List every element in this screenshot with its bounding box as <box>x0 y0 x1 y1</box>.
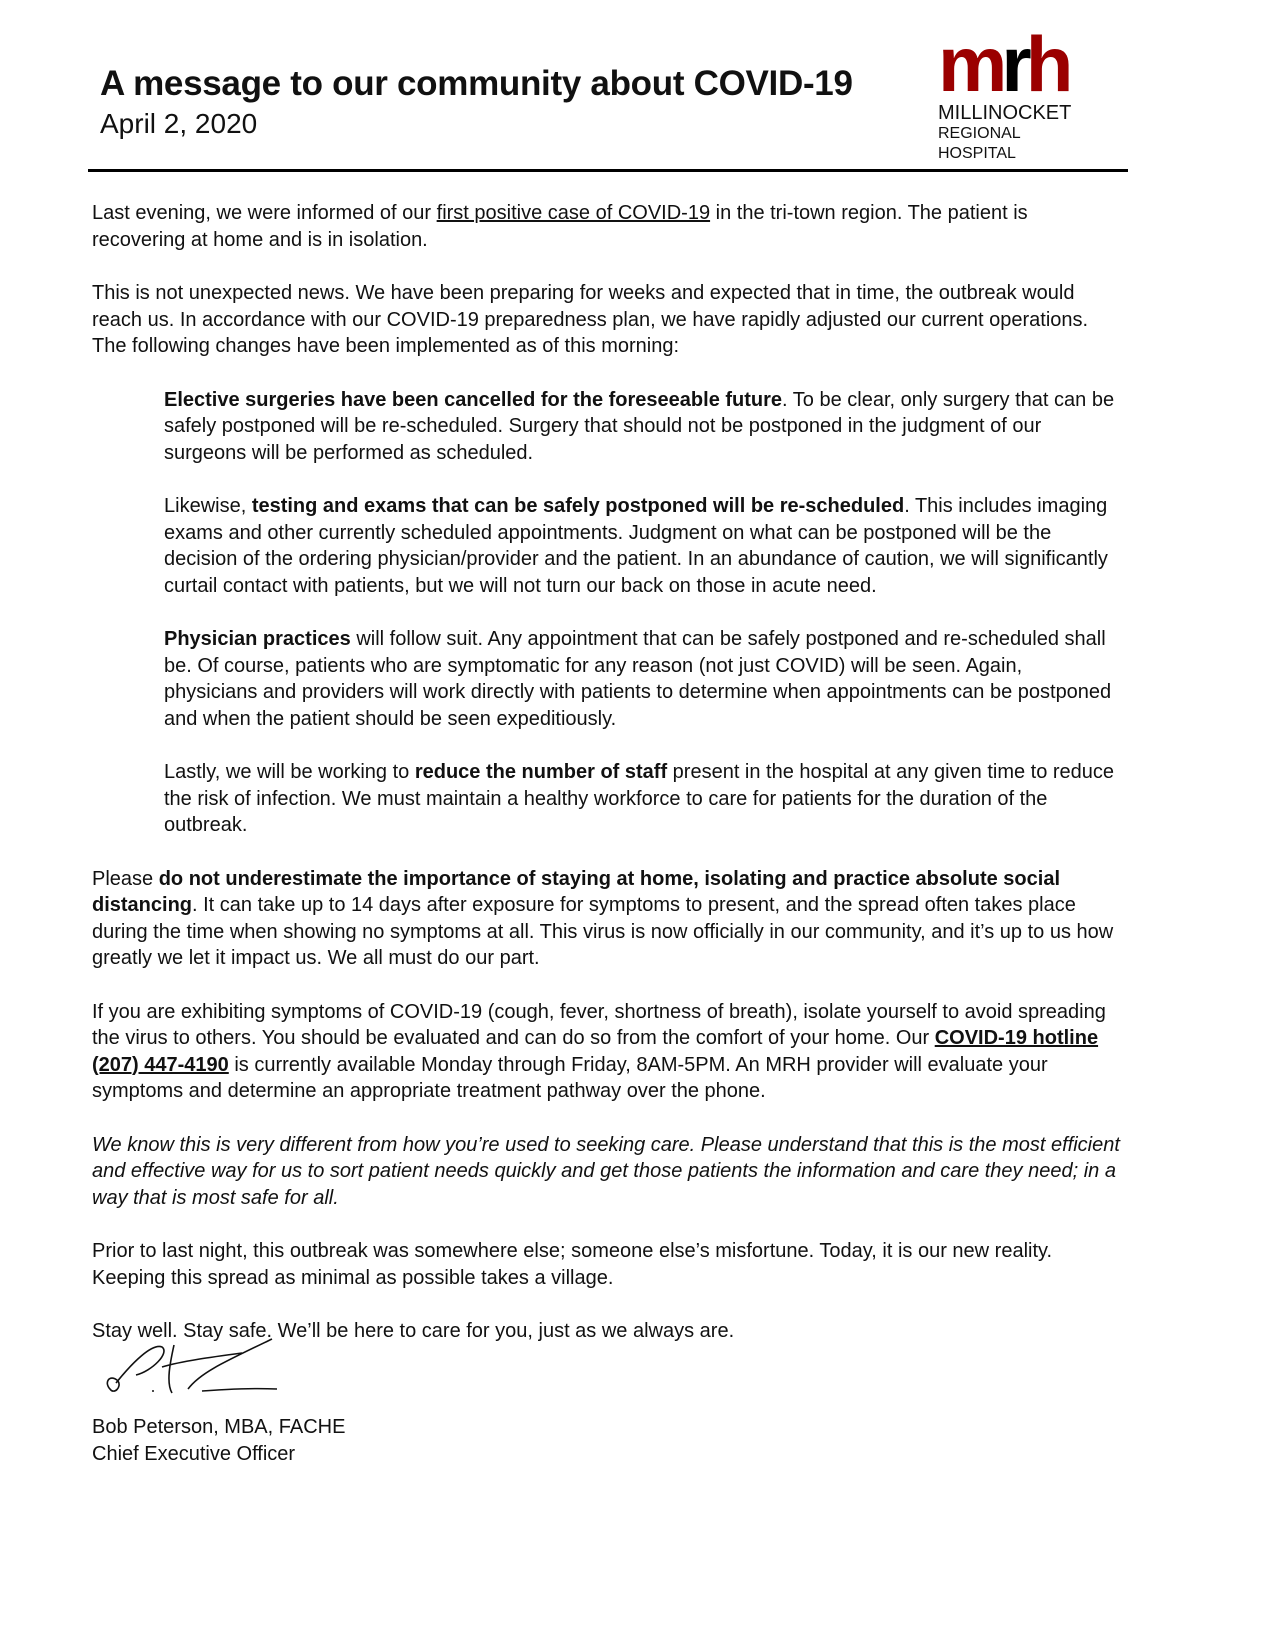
text: Likewise, <box>164 495 252 517</box>
bold-text: do not underestimate the importance of staying at home, isolating and practice absolute social distancing <box>92 867 1060 916</box>
paragraph-2: This is not unexpected news. We have been preparing for weeks and expected that in time, the outbreak would reach us. In accordance with our COVID-19 preparedness plan, we have rapidly adjusted our current operations. The following changes have been implemented as of this morning: <box>92 282 1089 357</box>
letter-date: April 2, 2020 <box>100 108 258 139</box>
header-divider <box>88 169 1128 172</box>
text: Lastly, we will be working to <box>164 761 415 783</box>
bold-text: Elective surgeries have been cancelled for the foreseeable future <box>164 388 783 411</box>
text: in the tri-town region. The patient is recovering at home and is in isolation. <box>92 202 1028 251</box>
text: will follow suit. Any appointment that can be safely postponed and re-scheduled shall be. Of course, patients who are symptomatic for any reason (not just COVID) will be seen. Again, physicians and providers will work directly with patients to determine when appointments can be postponed and when the patient should be seen expeditiously. <box>164 628 1112 730</box>
logo-line-2: REGIONAL HOSPITAL <box>938 125 1021 162</box>
paragraph-reality: Prior to last night, this outbreak was somewhere else; someone else’s misfortune. Today, it is our new reality. Keeping this spread as minimal as possible takes a village. <box>92 1240 1053 1289</box>
bold-text: Physician practices <box>164 628 351 650</box>
text: . This includes imaging exams and other currently scheduled appointments. Judgment on what can be postponed will be the decision of the ordering physician/provider and the patient. In an abundance of caution, we will significantly curtail contact with patients, but we will not turn our back on those in acute need. <box>164 495 1108 597</box>
logo-mark: mrh <box>938 32 1068 98</box>
item-elective-surgeries <box>164 387 1119 467</box>
text: Please <box>92 867 159 890</box>
paragraph-hotline <box>92 999 1122 1105</box>
item-physician-practices <box>164 626 1119 732</box>
signer-name: Bob Peterson, MBA, FACHE <box>92 1416 346 1438</box>
bold-text: testing and exams that can be safely postponed will be re-scheduled <box>251 495 905 517</box>
signer-title: Chief Executive Officer <box>92 1442 296 1465</box>
hospital-logo <box>938 32 1098 164</box>
text: If you are exhibiting symptoms of COVID-19 (cough, fever, shortness of breath), isolate yourself to avoid spreading the virus to others. You should be evaluated and can do so from the comfort of your home. Our <box>92 1000 1106 1049</box>
paragraph-1 <box>92 200 1122 253</box>
text: is currently available Monday through Friday, 8AM-5PM. An MRH provider will evaluate your symptoms and determine an appropriate treatment pathway over the phone. <box>92 1053 1048 1102</box>
bold-text: reduce the number of staff <box>414 761 668 783</box>
paragraph-italic: We know this is very different from how you’re used to seeking care. Please understand that this is the most efficient and effective way for us to sort patient needs quickly and get those patients the information and care they need; in a way that is most safe for all. <box>92 1133 1120 1209</box>
text: . It can take up to 14 days after exposure for symptoms to present, and the spread often takes place during the time when showing no symptoms at all. This virus is now officially in our community, and it’s up to us how greatly we let it impact us. We all must do our part. <box>92 894 1114 969</box>
signature-image <box>92 1333 292 1403</box>
first-case-link[interactable]: first positive case of COVID-19 <box>436 202 711 224</box>
hotline-link[interactable]: COVID-19 hotline (207) 447-4190 <box>92 1027 1099 1076</box>
signature-block <box>92 1414 1122 1467</box>
paragraph-social-distancing <box>92 866 1122 972</box>
letter-body <box>92 200 1122 1467</box>
text: Last evening, we were informed of our <box>92 202 437 224</box>
item-testing-exams <box>164 493 1119 599</box>
page-title: A message to our community about COVID-19 <box>100 64 853 103</box>
paragraph-closing: Stay well. Stay safe. We’ll be here to care for you, just as we always are. <box>92 1320 735 1342</box>
text: . To be clear, only surgery that can be safely postponed will be re-scheduled. Surgery that should not be postponed in the judgment of our surgeons will be performed as scheduled. <box>164 388 1115 464</box>
item-staff-reduction <box>164 759 1119 839</box>
text: present in the hospital at any given time to reduce the risk of infection. We must maintain a healthy workforce to care for patients for the duration of the outbreak. <box>164 761 1115 836</box>
logo-line-1: MILLINOCKET <box>938 102 1072 124</box>
